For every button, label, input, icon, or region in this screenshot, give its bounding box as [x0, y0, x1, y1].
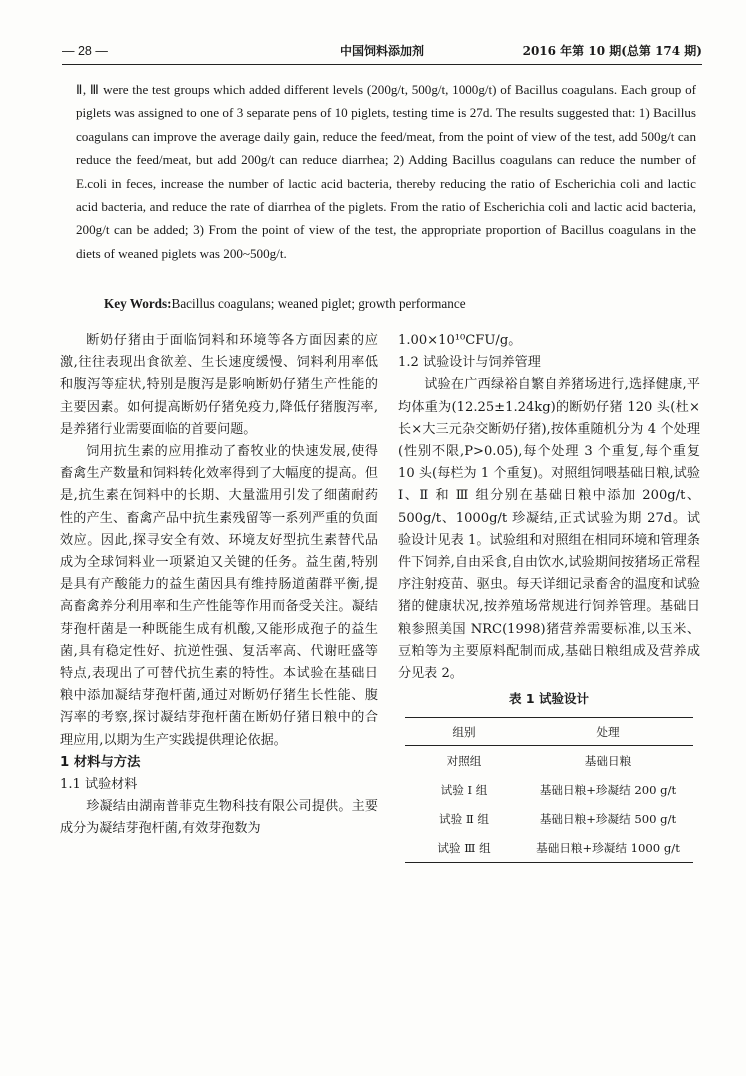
section-heading-materials-methods: 1 材料与方法	[60, 754, 141, 770]
running-header	[62, 40, 702, 65]
materials-paragraph-continued: 1.00×10¹⁰CFU/g。	[398, 333, 522, 348]
abstract-text: Ⅱ, Ⅲ were the test groups which added different levels (200g/t, 500g/t, 1000g/t) of Bacillus coagulans. Each group of piglets was assigned to one of 3 separate pens of 10 piglets, testing time is 27d. The results suggested that: 1) Bacillus coagulans can improve the average daily gain, reduce the feed/meat, from the point of view of the test, add 500g/t can reduce the feed/meat, but add 200g/t can reduce diarrhea; 2) Adding Bacillus coagulans can reduce the number of E.coli in feces, increase the number of lactic acid bacteria, thereby reducing the ratio of Escherichia coli and lactic acid bacteria, and reduce the rate of diarrhea of the piglets. From the ratio of Escherichia coli and lactic acid bacteria, 200g/t can be added; 3) From the point of view of the test, the appropriate proportion of Bacillus coagulans in the diets of weaned piglets was 200~500g/t.	[76, 82, 696, 261]
table-cell: 基础日粮+珍凝结 500 g/t	[539, 811, 677, 826]
table-header-cell: 组别	[405, 718, 523, 746]
page-number: — 28 —	[62, 44, 108, 58]
intro-paragraph-1: 断奶仔猪由于面临饲料和环境等各方面因素的应激,往往表现出食欲差、生长速度缓慢、饲料利用率低和腹泻等症状,特别是腹泻是影响断奶仔猪生产性能的主要因素。如何提高断奶仔猪免疫力,降低仔猪腹泻率,是养猪行业需要面临的首要问题。	[60, 333, 378, 437]
table-cell: 对照组	[446, 753, 482, 768]
table-cell: 试验 Ⅱ 组	[438, 811, 490, 826]
keywords-line	[104, 294, 704, 314]
table-cell: 基础日粮	[584, 753, 632, 768]
table-1-experimental-design	[405, 717, 693, 863]
keywords-list: Bacillus coagulans; weaned piglet; growth performance	[171, 296, 466, 311]
table-row	[405, 746, 693, 776]
table-row	[405, 775, 693, 804]
table-row	[405, 833, 693, 863]
right-column	[398, 330, 700, 863]
materials-paragraph: 珍凝结由湖南普菲克生物科技有限公司提供。主要成分为凝结芽孢杆菌,有效芽孢数为	[60, 799, 378, 837]
design-paragraph: 试验在广西绿裕自繁自养猪场进行,选择健康,平均体重为(12.25±1.24kg)的断奶仔猪 120 头(杜×长×大三元杂交断奶仔猪),按体重随机分为 4 个处理(性别不限,P>0.05),每个处理 3 个重复,每个重复 10 头(每栏为 1 个重复)。对照组饲喂基础日粮,试验 Ⅰ、Ⅱ 和 Ⅲ 组分别在基础日粮中添加 200g/t、500g/t、1000g/t 珍凝结,正式试验为期 27d。试验设计见表 1。试验组和对照组在相同环境和管理条件下饲养,自由采食,自由饮水,试验期间按猪场正常程序注射疫苗、驱虫。每天详细记录畜舍的温度和试验猪的健康状况,按养殖场常规进行饲养管理。基础日粮参照美国 NRC(1998)猪营养需要标准,以玉米、豆粕等为主要原料配制而成,基础日粮组成及营养成分见表 2。	[398, 377, 700, 682]
subsection-heading-design: 1.2 试验设计与饲养管理	[398, 355, 541, 371]
table-header-cell: 处理	[523, 718, 693, 746]
table-row	[405, 804, 693, 833]
subsection-heading-materials: 1.1 试验材料	[60, 777, 138, 793]
intro-paragraph-2: 饲用抗生素的应用推动了畜牧业的快速发展,使得畜禽生产数量和饲料转化效率得到了大幅度的提高。但是,抗生素在饲料中的长期、大量滥用引发了细菌耐药性的产生、畜禽产品中抗生素残留等一系列严重的负面效应。因此,探寻安全有效、环境友好型抗生素替代品成为全球饲料业一项紧迫又关键的任务。益生菌,特别是具有产酸能力的益生菌因具有维持肠道菌群平衡,提高畜禽养分利用率和生产性能等作用而备受关注。凝结芽孢杆菌是一种既能生成有机酸,又能形成孢子的益生菌,具有稳定性好、抗逆性强、复活率高、代谢旺盛等特点,表现出了可替代抗生素的特性。本试验在基础日粮中添加凝结芽孢杆菌,通过对断奶仔猪生长性能、腹泻率的考察,探讨凝结芽孢杆菌在断奶仔猪日粮中的合理应用,以期为生产实践提供理论依据。	[60, 444, 378, 748]
table-1-caption: 表 1 试验设计	[509, 691, 589, 707]
journal-title: 中国饲料添加剂	[339, 44, 424, 58]
table-cell: 基础日粮+珍凝结 1000 g/t	[523, 833, 693, 863]
table-cell: 基础日粮+珍凝结 200 g/t	[539, 782, 677, 797]
issue-info: 2016 年第 10 期(总第 174 期)	[522, 44, 702, 58]
left-column	[60, 330, 378, 841]
table-header-row	[405, 718, 693, 746]
table-cell: 试验 Ⅰ 组	[440, 782, 488, 797]
keywords-label: Key Words:	[104, 296, 172, 311]
table-cell: 试验 Ⅲ 组	[405, 833, 523, 863]
